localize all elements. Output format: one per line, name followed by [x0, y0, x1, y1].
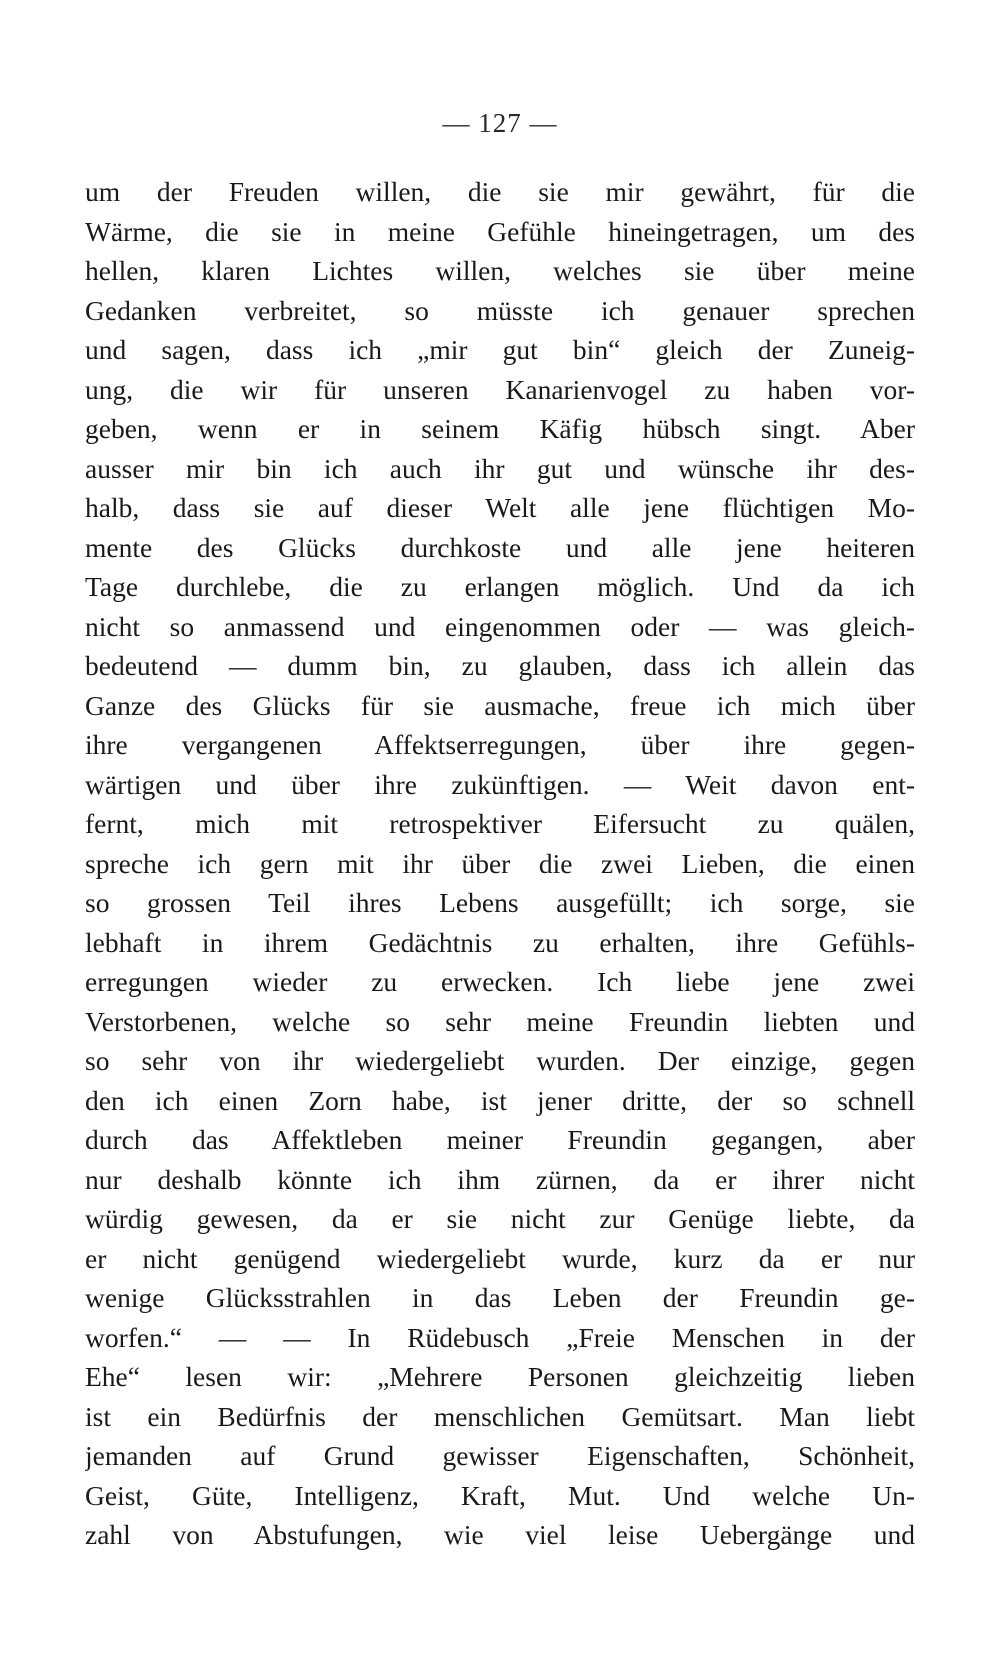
text-line: den ich einen Zorn habe, ist jener dritte, der so schnell — [85, 1084, 915, 1116]
text-line: durch das Affektleben meiner Freundin gegangen, aber — [85, 1124, 915, 1155]
text-line: so sehr von ihr wiedergeliebt wurden. Der einzige, gegen — [85, 1045, 915, 1076]
text-line: nur deshalb könnte ich ihm zürnen, da er ihrer nicht — [85, 1163, 915, 1195]
body-text — [85, 172, 915, 1555]
text-line: wenige Glücksstrahlen in das Leben der Freundin ge- — [85, 1282, 915, 1313]
text-line: mente des Glücks durchkoste und alle jene heiteren — [85, 531, 915, 563]
text-line: hellen, klaren Lichtes willen, welches sie über meine — [85, 255, 915, 286]
text-line: spreche ich gern mit ihr über die zwei Lieben, die einen — [85, 847, 915, 879]
text-line: Ganze des Glücks für sie ausmache, freue ich mich über — [85, 689, 915, 721]
text-line: und sagen, dass ich „mir gut bin“ gleich der Zuneig- — [85, 334, 915, 365]
text-line: lebhaft in ihrem Gedächtnis zu erhalten, ihre Gefühls- — [85, 926, 915, 958]
text-line: worfen.“ — — In Rüdebusch „Freie Menschen in der — [85, 1321, 915, 1353]
text-line: nicht so anmassend und eingenommen oder — was gleich- — [85, 610, 915, 642]
text-line: zahl von Abstufungen, wie viel leise Uebergänge und — [85, 1519, 915, 1550]
text-line: ist ein Bedürfnis der menschlichen Gemütsart. Man liebt — [85, 1400, 915, 1432]
text-line: würdig gewesen, da er sie nicht zur Genüge liebte, da — [85, 1203, 915, 1234]
text-line: erregungen wieder zu erwecken. Ich liebe jene zwei — [85, 966, 915, 997]
text-line: so grossen Teil ihres Lebens ausgefüllt; ich sorge, sie — [85, 887, 915, 918]
text-line: Verstorbenen, welche so sehr meine Freundin liebten und — [85, 1005, 915, 1037]
text-line: Geist, Güte, Intelligenz, Kraft, Mut. Und welche Un- — [85, 1479, 915, 1511]
text-line: halb, dass sie auf dieser Welt alle jene flüchtigen Mo- — [85, 492, 915, 523]
page-number: — 127 — — [442, 108, 558, 138]
text-line: Tage durchlebe, die zu erlangen möglich. Und da ich — [85, 571, 915, 602]
text-line: ung, die wir für unseren Kanarienvogel zu haben vor- — [85, 373, 915, 405]
text-line: um der Freuden willen, die sie mir gewährt, für die — [85, 176, 915, 207]
text-line: Gedanken verbreitet, so müsste ich genauer sprechen — [85, 294, 915, 326]
text-line: ihre vergangenen Affektserregungen, über ihre gegen- — [85, 729, 915, 760]
text-line: jemanden auf Grund gewisser Eigenschaften, Schönheit, — [85, 1440, 915, 1471]
text-line: ausser mir bin ich auch ihr gut und wünsche ihr des- — [85, 452, 915, 484]
text-line: er nicht genügend wiedergeliebt wurde, kurz da er nur — [85, 1242, 915, 1274]
text-line: wärtigen und über ihre zukünftigen. — Weit davon ent- — [85, 768, 915, 800]
text-line: Wärme, die sie in meine Gefühle hineingetragen, um des — [85, 215, 915, 247]
text-line: bedeutend — dumm bin, zu glauben, dass ich allein das — [85, 650, 915, 681]
text-line: Ehe“ lesen wir: „Mehrere Personen gleichzeitig lieben — [85, 1361, 915, 1392]
text-line: fernt, mich mit retrospektiver Eifersucht zu quälen, — [85, 808, 915, 839]
text-line: geben, wenn er in seinem Käfig hübsch singt. Aber — [85, 413, 915, 444]
